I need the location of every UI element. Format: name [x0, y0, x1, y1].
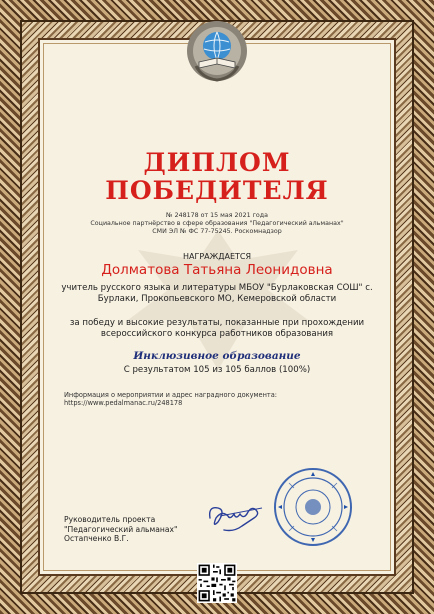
registration-partnership: Социальное партнёрство в сфере образования "Педагогический альманах" [90, 220, 344, 227]
reason-line1: за победу и высокие результаты, показанные при прохождении [69, 318, 365, 328]
diploma-title-line2: ПОБЕДИТЕЛЯ [105, 176, 329, 205]
reason-line2: всероссийского конкурса работников образования [100, 329, 334, 339]
signatory-name: Остапченко В.Г. [64, 534, 129, 544]
handwritten-signature [204, 496, 266, 536]
globe-book-laurel-icon [182, 18, 252, 88]
recipient-details-line2: Бурлаки, Прокопьевского МО, Кемеровской области [97, 294, 337, 304]
info-url[interactable]: https://www.pedalmanac.ru/248178 [64, 399, 183, 407]
qr-code[interactable] [197, 563, 237, 603]
contest-name: Инклюзивное образование [133, 350, 301, 362]
round-stamp [272, 466, 354, 548]
signatory-block [64, 515, 178, 544]
registration-media: СМИ ЭЛ № ФС 77-75245. Роскомнадзор [152, 228, 282, 235]
signatory-project: "Педагогический альманах" [64, 524, 178, 534]
recipient-name: Долматова Татьяна Леонидовна [101, 262, 333, 278]
registration-number: № 248178 от 15 мая 2021 года [166, 212, 268, 219]
info-label: Информация о мероприятии и адрес наградного документа: [64, 391, 277, 399]
diploma-title-line1: ДИПЛОМ [143, 148, 291, 177]
awarded-label: НАГРАЖДАЕТСЯ [182, 252, 252, 261]
signatory-role: Руководитель проекта [64, 515, 156, 524]
result: С результатом 105 из 105 баллов (100%) [123, 365, 311, 375]
recipient-details-line1: учитель русского языка и литературы МБОУ "Бурлаковская СОШ" с. [61, 283, 373, 293]
